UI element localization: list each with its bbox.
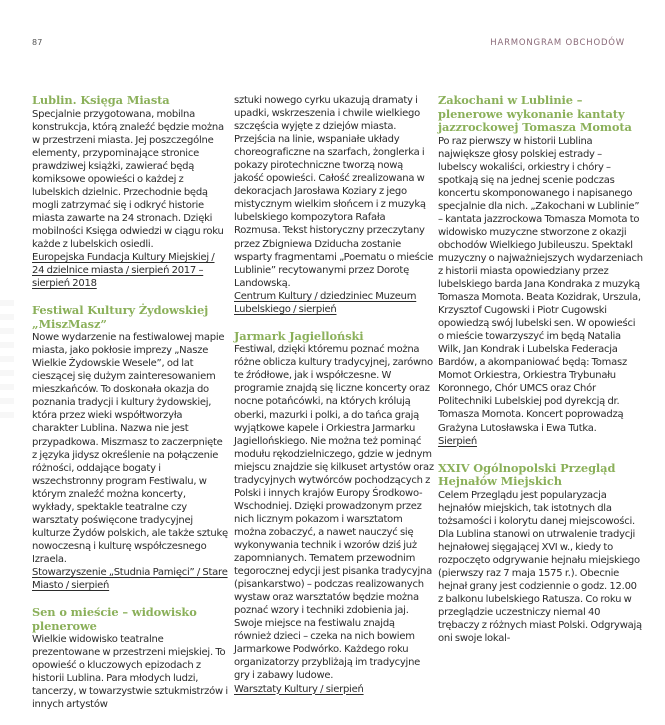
article-body: Specjalnie przygotowana, mobilna konstrukcja, którą znaleźć będzie można w przestrzeni miasta. Jej poszczególne elementy, przypominające stronice prawdziwej książki, zawierać będą komiksowe opowieści o każdej z lubelskich dzielnic. Przechodnie będą mogli zatrzymać się i odkryć historie miasta zawarte na 24 stronach. Dzięki mobilności Księga odwiedzi w ciągu roku każde z lubelskich osiedli. [32,108,224,250]
column-3 [438,94,643,659]
article-miszmasz [32,304,228,592]
article-title: Sen o mieście – widowisko plenerowe [32,605,197,633]
article-body: Festiwal, dzięki któremu poznać można różne oblicza kultury tradycyjnej, zarówno te źródłowe, jak i współczesne. W programie znajdą się liczne koncerty oraz nocne potańcówki, na których królują oberki, mazurki i polki, a do tańca grają wyjątkowe kapele i Orkiestra Jarmarku Jagiellońskiego. Nie można też pominąć modułu rękodzielniczego, gdzie w jednym miejscu znajdzie się kilkuset artystów oraz tradycyjnych wytwórców pochodzących z Polski i innych krajów Europy Środkowo-Wschodniej. Dzięki prowadzonym przez nich licznym pokazom i warsztatom można zobaczyć, a nawet nauczyć się wykonywania technik i wzorów dziś już zapomnianych. Tematem przewodnim tegorocznej edycji jest pisanka tradycyjna (pisankarstwo) – podczas realizowanych wystaw oraz warsztatów będzie można poznać wzory i techniki zdobienia jaj. Swoje miejsce na festiwalu znajdą również dzieci – czeka na nich bowiem Jarmarkowe Podwórko. Każdego roku organizatorzy przybliżają im tradycyjne gry i zabawy ludowe. [234,344,434,682]
article-body: Wielkie widowisko teatralne prezentowane w przestrzeni miejskiej. To opowieść o kluczowych epizodach z historii Lublina. Para młodych ludzi, tancerzy, w towarzystwie sztukmistrzów i innych artystów [32,634,228,711]
article-jarmark-jagiellonski [234,330,434,696]
running-header: HARMONGRAM OBCHODÓW [490,38,625,48]
article-info-link[interactable]: Sierpień [438,435,478,447]
edge-watermark [0,300,14,420]
article-body: Celem Przeglądu jest popularyzacja hejnałów miejskich, tak istotnych dla tożsamości i kolorytu danej miejscowości. Dla Lublina stanowi on utrwalenie tradycji hejnałowej sięgającej XVI w., kiedy to rozpoczęto odgrywanie hejnału miejskiego (pierwszy raz 7 maja 1575 r.). Obecnie hejnał grany jest codziennie o godz. 12.00 z balkonu lubelskiego Ratusza. Co roku w przeglądzie uczestniczy niemal 40 trębaczy z różnych miast Polski. Odgrywają oni swoje lokal- [438,489,642,645]
article-title: Jarmark Jagielloński [234,328,364,343]
article-zakochani-w-lublinie [438,94,643,448]
article-info-link[interactable]: Warsztaty Kultury / sierpień [234,683,364,695]
article-info-link[interactable]: Centrum Kultury / dziedziniec Muzeum Lubelskiego / sierpień [234,290,417,315]
article-ksiega-miasta [32,94,228,290]
article-info-link[interactable]: Europejska Fundacja Kultury Miejskiej / 24 dzielnice miasta / sierpień 2017 – sierpień 2018 [32,252,215,290]
column-2 [234,94,434,710]
article-title: XXIV Ogólnopolski Przegląd Hejnałów Miejskich [438,460,616,489]
article-body-continued: sztuki nowego cyrku ukazują dramaty i upadki, wskrzeszenia i chwile wielkiego szczęścia wyjęte z dziejów miasta. Przejścia na linie, wspaniałe układy choreograficzne na szarfach, żonglerka i pokazy pirotechniczne tworzą nową jakość opowieści. Całość zrealizowana w dekoracjach Jarosława Koziary z jego mistycznym wielkim słońcem i z muzyką lubelskiego kompozytora Rafała Rozmusa. Tekst historyczny przeczytany przez Zbigniewa Dziducha zostanie wsparty fragmentami „Poematu o mieście Lublinie” recytowanymi przez Dorotę Landowską. [234,95,434,289]
column-1 [32,94,228,725]
article-title: Zakochani w Lublinie – plenerowe wykonanie kantaty jazzrockowej Tomasza Momota [438,93,632,134]
article-sen-o-miescie [32,606,228,711]
article-body: Po raz pierwszy w historii Lublina największe głosy polskiej estrady – lubelscy wokaliści, orkiestry i chóry – spotkają się na jednej scenie podczas koncertu skomponowanego i napisanego specjalnie dla nich. „Zakochani w Lublinie” – kantata jazzrockowa Tomasza Momota to widowisko muzyczne stworzone z okazji obchodów Wielkiego Jubileuszu. Spektakl muzyczny o najważniejszych wydarzeniach z historii miasta opowiedziany przez lubelskiego barda Jana Kondraka z muzyką Tomasza Momota. Beata Kozidrak, Urszula, Krzysztof Cugowski i Piotr Cugowski opowiedzą swój lubelski sen. W opowieści o mieście towarzyszyć im będą Natalia Wilk, Jan Kondrak i Lubelska Federacja Bardów, a akompaniować będą: Tomasz Momot Orkiestra, Orkiestra Trybunału Koronnego, Chór UMCS oraz Chór Politechniki Lubelskiej pod dyrekcją dr. Tomasza Momota. Koncert poprowadzą Grażyna Lutosławska i Ewa Tutka. [438,135,643,434]
article-przeglad-hejnalow [438,462,643,646]
article-title: Festiwal Kultury Żydowskiej „MiszMasz” [32,303,209,331]
article-title: Lublin. Księga Miasta [32,93,170,107]
article-body: Nowe wydarzenie na festiwalowej mapie miasta, jako pokłosie imprezy „Nasze Wielkie Żydowskie Wesele”, od lat cieszącej się dużym zainteresowaniem mieszkańców. To doskonała okazja do poznania tradycji i kultury żydowskiej, która przez wieki współtworzyła charakter Lublina. Nazwa nie jest przypadkowa. Miszmasz to zaczerpnięte z języka jidysz określenie na połączenie różności, oddające bogaty i wszechstronny program Festiwalu, w którym znaleźć można koncerty, wykłady, spektakle teatralne czy warsztaty poświęcone tradycyjnej kulturze Żydów polskich, ale także sztukę nowoczesną i kulturę współczesnego Izraela. [32,332,228,565]
article-info-link[interactable]: Stowarzyszenie „Studnia Pamięci” / Stare Miasto / sierpień [32,567,228,592]
page-number: 87 [32,38,43,47]
article-sen-o-miescie-continued [234,94,434,316]
